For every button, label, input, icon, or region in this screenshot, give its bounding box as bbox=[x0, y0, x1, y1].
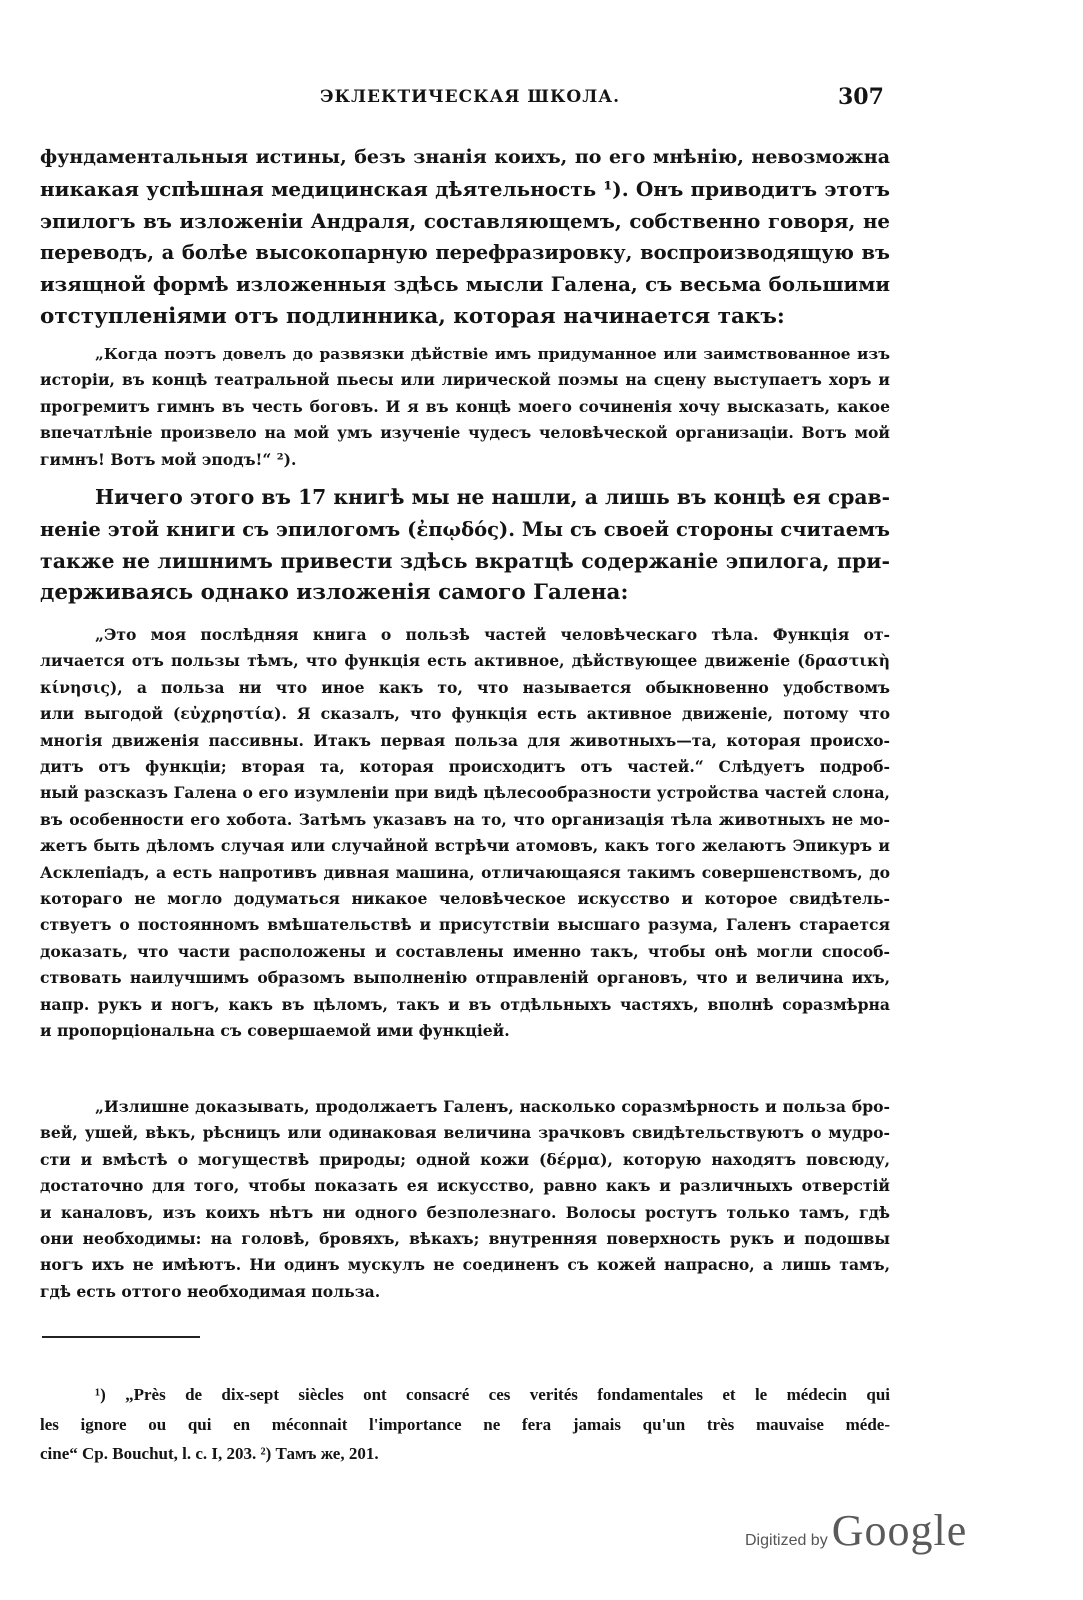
text-line: впечатлѣніе произвело на мой умъ изученіе чудесъ человѣческой организаціи. Вотъ мой bbox=[40, 423, 890, 443]
text-line: гимнъ! Вотъ мой эподъ!“ ²). bbox=[40, 449, 297, 469]
text-line: или выгодой (εὐχρηστία). Я сказалъ, что функція есть активное движеніе, потому что bbox=[40, 704, 890, 724]
text-line: ствуетъ о постоянномъ вмѣшательствѣ и присутствіи высшаго разума, Галенъ старается bbox=[40, 915, 890, 935]
text-line: многія движенія пассивны. Итакъ первая польза для животныхъ—та, которая происхо- bbox=[40, 730, 890, 750]
text-line: держиваясь однако изложенія самого Галена: bbox=[40, 580, 629, 606]
text-line: „Это моя послѣдняя книга о пользѣ частей человѣческаго тѣла. Функція от- bbox=[95, 625, 890, 644]
digitized-by-google-watermark bbox=[745, 1505, 967, 1556]
google-logo: Google bbox=[831, 1506, 968, 1555]
watermark-prefix: Digitized by bbox=[745, 1532, 828, 1549]
text-line: и пропорціональна съ совершаемой ими функціей. bbox=[40, 1021, 510, 1041]
text-line: изящной формѣ изложенныя здѣсь мысли Галена, съ весьма большими bbox=[40, 272, 890, 297]
text-line: ногъ ихъ не имѣютъ. Ни одинъ мускулъ не соединенъ съ кожей напрасно, а лишь тамъ, bbox=[40, 1255, 890, 1275]
text-line: жетъ быть дѣломъ случая или случайной встрѣчи атомовъ, какъ того желаютъ Эпикуръ и bbox=[40, 836, 890, 856]
text-line: Асклепіадъ, а есть напротивъ дивная машина, отличающаяся такимъ совершенствомъ, до bbox=[40, 862, 890, 882]
text-line: „Когда поэтъ довелъ до развязки дѣйствіе имъ придуманное или заимствованное изъ bbox=[95, 345, 890, 363]
text-line: прогремитъ гимнъ въ честь боговъ. И я въ концѣ моего сочиненія хочу высказать, какое bbox=[40, 396, 890, 416]
paragraph-1 bbox=[40, 142, 890, 333]
text-line: исторіи, въ концѣ театральной пьесы или лирической поэмы на сцену выступаетъ хоръ и bbox=[40, 370, 890, 390]
text-line: сти и вмѣстѣ о могуществѣ природы; одной кожи (δέρμα), которую находятъ повсюду, bbox=[40, 1149, 890, 1169]
footnotes bbox=[40, 1380, 890, 1469]
footnote-divider bbox=[42, 1336, 200, 1338]
text-line: доказать, что части расположены и составлены именно такъ, чтобы онѣ могли способ- bbox=[40, 941, 890, 961]
text-line: котораго не могло додуматься никакое человѣческое искусство и которое свидѣтель- bbox=[40, 889, 890, 909]
text-line: и каналовъ, изъ коихъ нѣтъ ни одного безполезнаго. Волосы ростутъ только тамъ, гдѣ bbox=[40, 1202, 890, 1222]
quote-1 bbox=[40, 341, 890, 473]
footnote-line: cine“ Cp. Bouchut, l. c. I, 203. ²) Тамъ же, 201. bbox=[40, 1444, 379, 1463]
text-line: никакая успѣшная медицинская дѣятельность ¹). Онъ приводитъ этотъ bbox=[40, 176, 890, 201]
text-line: отступленіями отъ подлинника, которая начинается такъ: bbox=[40, 303, 785, 329]
text-line: Ничего этого въ 17 книгѣ мы не нашли, а лишь въ концѣ ея срав- bbox=[95, 485, 890, 509]
text-line: дитъ отъ функціи; вторая та, которая происходитъ отъ частей.“ Слѣдуетъ подроб- bbox=[40, 757, 890, 777]
quote-3 bbox=[40, 1094, 890, 1305]
text-line: гдѣ есть оттого необходимая польза. bbox=[40, 1281, 381, 1301]
text-line: ный разсказъ Галена о его изумленіи при видѣ цѣлесообразности устройства частей слона, bbox=[40, 783, 890, 803]
footnote-line: ¹) „Près de dix-sept siècles ont consacré ces verités fondamentales et le médecin qui bbox=[95, 1385, 890, 1404]
text-line: фундаментальныя истины, безъ знанія коихъ, по его мнѣнію, невозможна bbox=[40, 146, 890, 168]
running-title: ЭКЛЕКТИЧЕСКАЯ ШКОЛА. bbox=[320, 87, 621, 107]
text-line: они необходимы: на головѣ, бровяхъ, вѣкахъ; внутренняя поверхность рукъ и подошвы bbox=[40, 1229, 890, 1249]
text-line: κίνησις), а польза ни что иное какъ то, что называется обыкновенно удобствомъ bbox=[40, 677, 890, 697]
text-line: также не лишнимъ привести здѣсь вкратцѣ содержаніе эпилога, при- bbox=[40, 548, 890, 573]
text-line: эпилогъ въ изложеніи Андраля, составляющемъ, собственно говоря, не bbox=[40, 208, 890, 233]
footnote-line: les ignore ou qui en méconnait l'importance ne fera jamais qu'un très mauvaise méde- bbox=[40, 1414, 890, 1434]
text-line: вей, ушей, вѣкъ, рѣсницъ или одинаковая величина зрачковъ свидѣтельствуютъ о мудро- bbox=[40, 1123, 890, 1143]
paragraph-2 bbox=[40, 482, 890, 609]
page-number: 307 bbox=[838, 84, 884, 110]
text-line: ствовать наилучшимъ образомъ выполненію отправленій органовъ, что и величина ихъ, bbox=[40, 968, 890, 988]
text-line: переводъ, а болѣе высокопарную перефразировку, воспроизводящую въ bbox=[40, 241, 890, 265]
quote-2 bbox=[40, 622, 890, 1045]
text-line: личается отъ пользы тѣмъ, что функція есть активное, дѣйствующее движеніе (δραστικὴ bbox=[40, 651, 890, 671]
text-line: въ особенности его хобота. Затѣмъ указавъ на то, что организація тѣла животныхъ не мо- bbox=[40, 809, 890, 829]
text-line: напр. рукъ и ногъ, какъ въ цѣломъ, такъ и въ отдѣльныхъ частяхъ, вполнѣ соразмѣрна bbox=[40, 994, 890, 1014]
text-line: неніе этой книги съ эпилогомъ (ἐπῳδός). Мы съ своей стороны считаемъ bbox=[40, 517, 890, 541]
text-line: достаточно для того, чтобы показать ея искусство, равно какъ и различныхъ отверстій bbox=[40, 1176, 890, 1196]
text-line: „Излишне доказывать, продолжаетъ Галенъ, насколько соразмѣрность и польза бро- bbox=[95, 1097, 890, 1116]
